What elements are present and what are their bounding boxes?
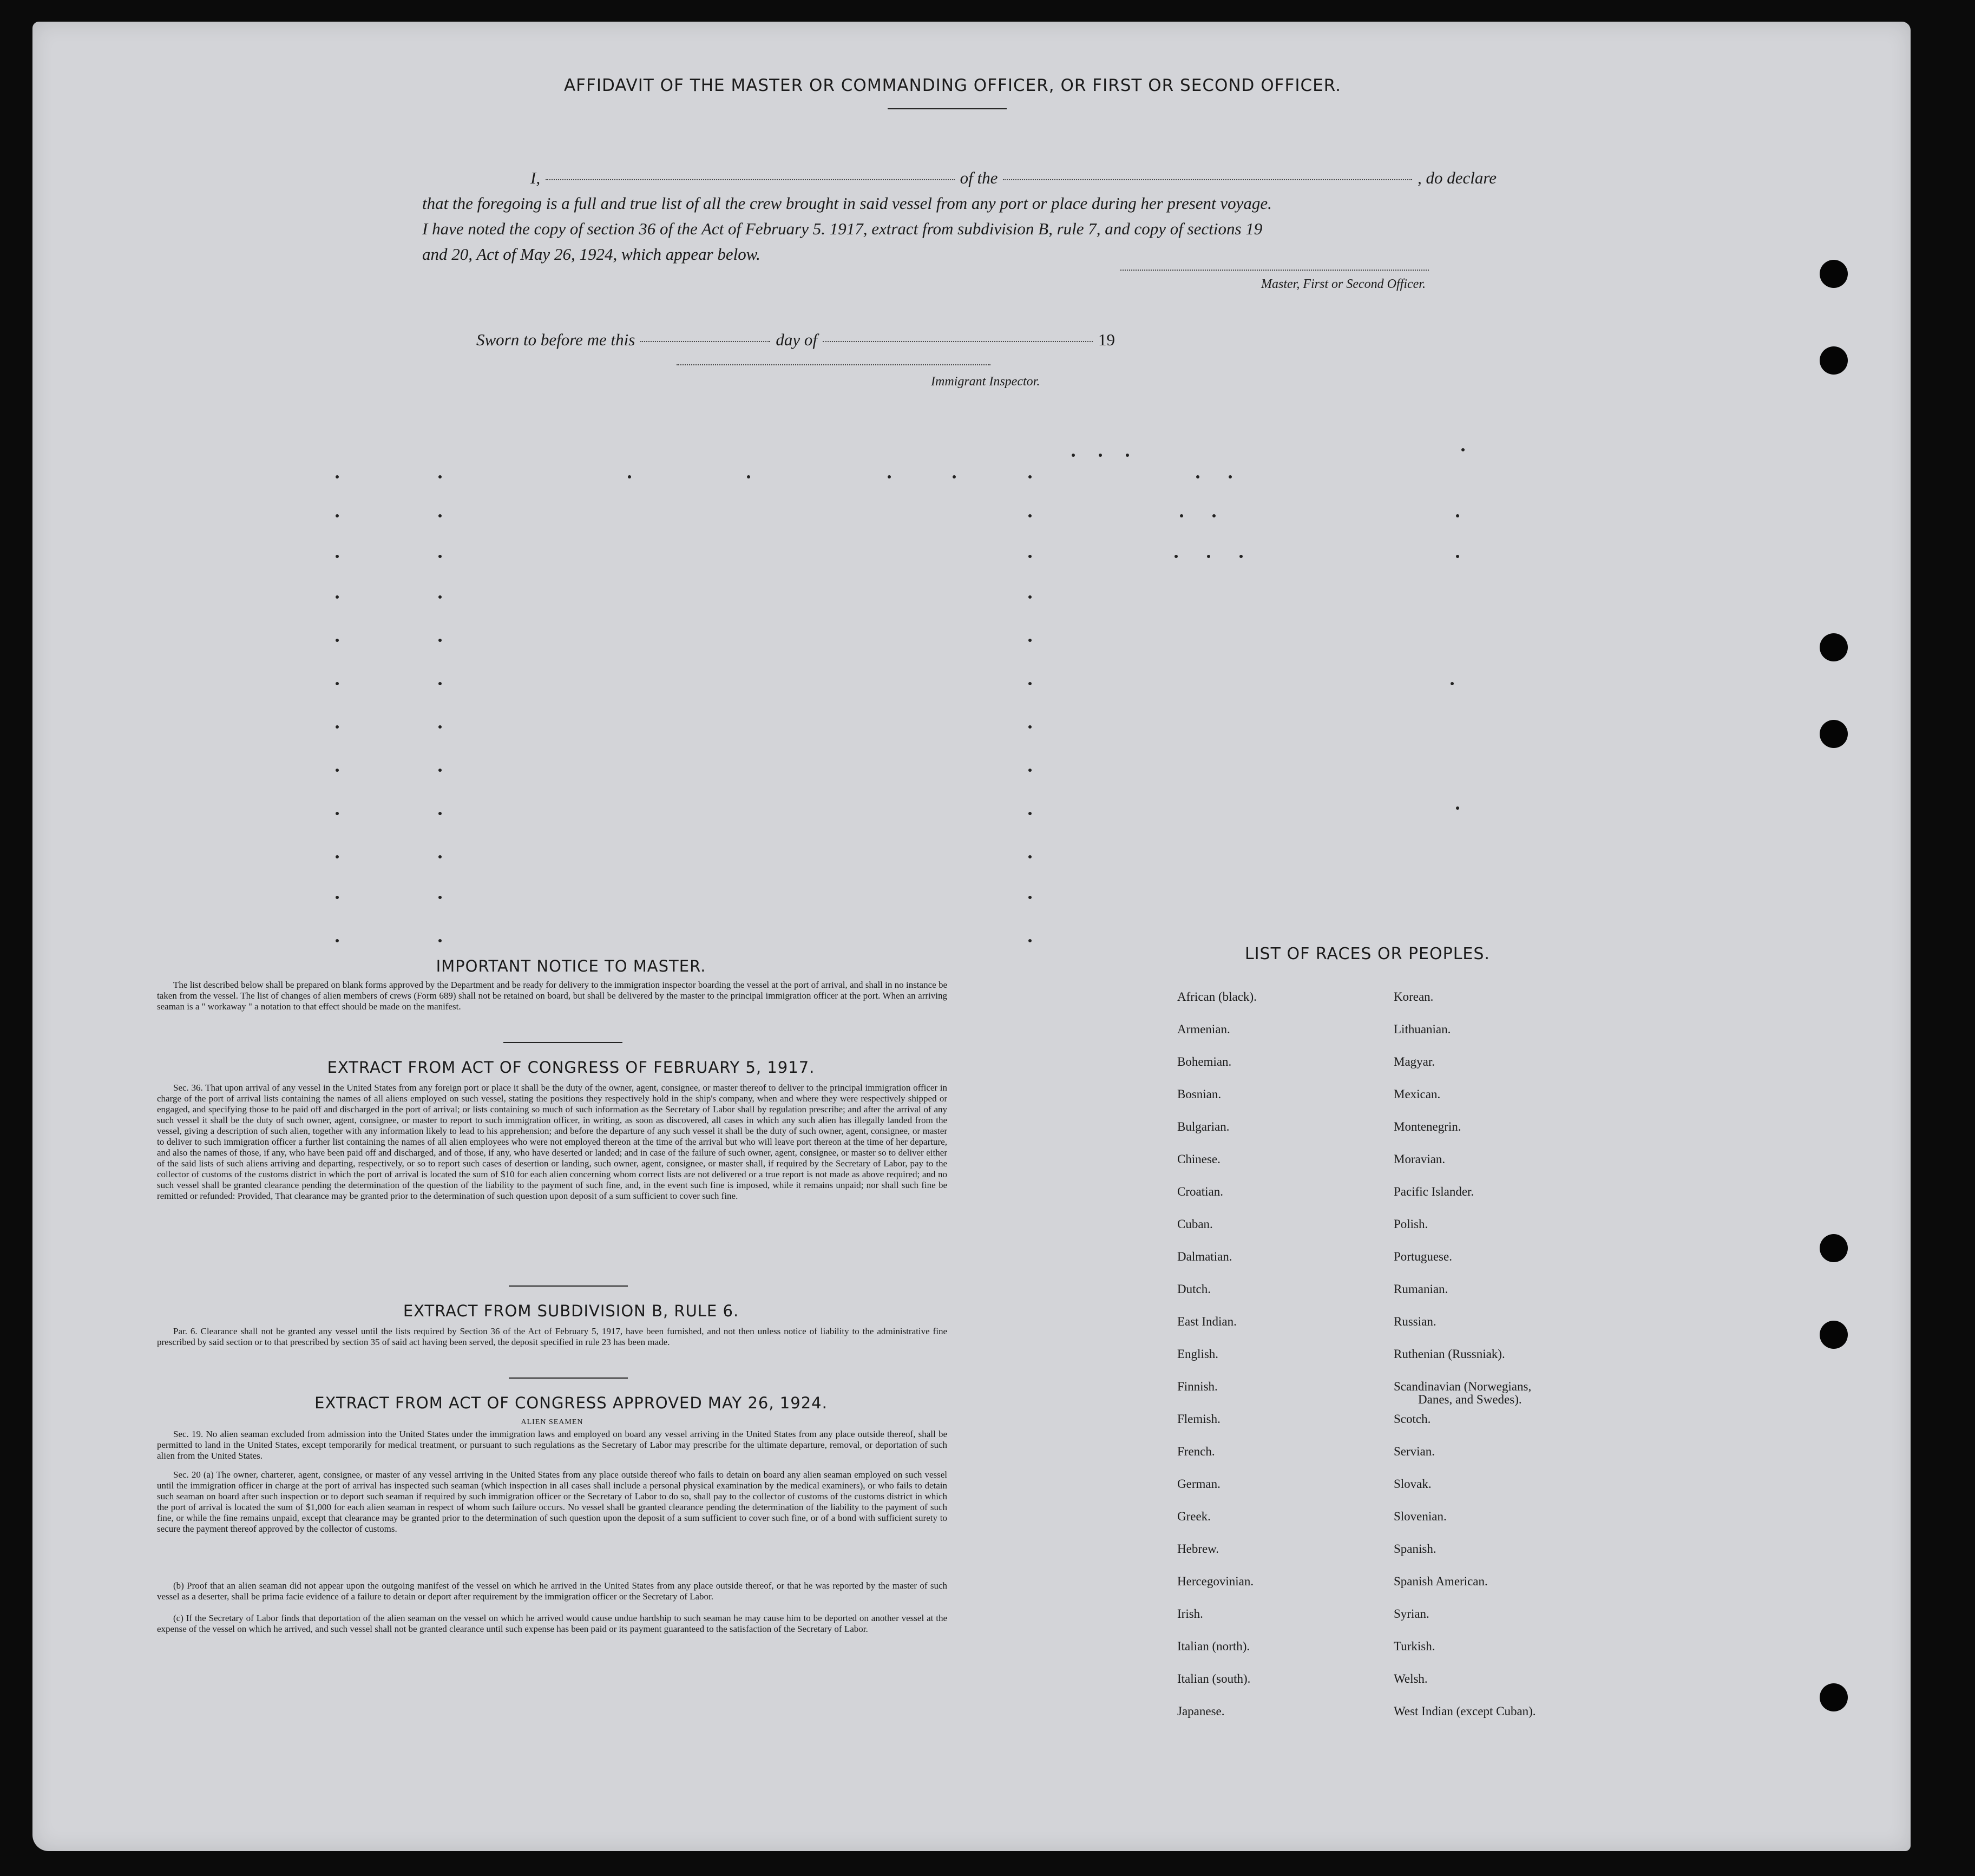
grid-dot bbox=[438, 939, 442, 942]
race-item: Irish. bbox=[1177, 1607, 1203, 1621]
race-item: Bosnian. bbox=[1177, 1087, 1222, 1101]
manifest-page bbox=[32, 22, 1911, 1851]
race-item: Magyar. bbox=[1394, 1055, 1435, 1068]
race-item: French. bbox=[1177, 1445, 1215, 1458]
race-item: Italian (south). bbox=[1177, 1672, 1251, 1685]
races-column-2 bbox=[1394, 989, 1536, 1736]
punch-hole bbox=[1820, 1321, 1848, 1349]
race-item: Portuguese. bbox=[1394, 1250, 1452, 1263]
grid-dot bbox=[336, 514, 339, 517]
declarant-prefix: I, bbox=[530, 168, 541, 187]
grid-dot bbox=[438, 639, 442, 642]
extract-1924-sec20c: (c) If the Secretary of Labor finds that deportation of the alien seaman on the vessel on which he arrived would cause undue hardship to such seaman he may cause him to be deported on another vessel at the expense of the vessel on which he arrived, and such vessel shall not be granted clearance until such expense has been paid or its payment guaranteed to the satisfaction of the Secretary of Labor. bbox=[157, 1613, 947, 1634]
race-item: Italian (north). bbox=[1177, 1639, 1250, 1653]
races-title: LIST OF RACES OR PEOPLES. bbox=[1245, 944, 1490, 963]
race-item-line-cont: Danes, and Swedes). bbox=[1418, 1393, 1522, 1406]
race-item: Turkish. bbox=[1394, 1639, 1435, 1653]
grid-dot bbox=[1028, 812, 1032, 815]
grid-dot bbox=[1461, 448, 1465, 451]
grid-dot bbox=[1180, 514, 1183, 517]
race-item-scandinavian bbox=[1394, 1379, 1536, 1411]
punch-hole bbox=[1820, 720, 1848, 748]
grid-dot bbox=[336, 682, 339, 685]
race-item: Armenian. bbox=[1177, 1022, 1230, 1036]
master-signature-label: Master, First or Second Officer. bbox=[1261, 277, 1426, 291]
races-column-1 bbox=[1177, 989, 1257, 1736]
punch-hole bbox=[1820, 260, 1848, 288]
grid-dot bbox=[1239, 555, 1243, 558]
race-item: Mexican. bbox=[1394, 1087, 1441, 1101]
extract-rule6-title: EXTRACT FROM SUBDIVISION B, RULE 6. bbox=[403, 1302, 739, 1320]
grid-dot bbox=[747, 475, 750, 478]
race-item: Finnish. bbox=[1177, 1380, 1218, 1393]
master-signature-line[interactable] bbox=[1120, 270, 1429, 271]
declaration-line-2: that the foregoing is a full and true list of all the crew brought in said vessel from any port or place during her present voyage. bbox=[422, 194, 1272, 213]
race-item: Syrian. bbox=[1394, 1607, 1429, 1621]
vessel-name-field[interactable] bbox=[1003, 179, 1412, 180]
extract-1917-title: EXTRACT FROM ACT OF CONGRESS OF FEBRUARY 5, 1917. bbox=[327, 1058, 815, 1077]
grid-dot bbox=[1072, 454, 1075, 457]
title-rule bbox=[888, 108, 1007, 109]
punch-hole bbox=[1820, 1234, 1848, 1262]
section-rule bbox=[503, 1042, 622, 1043]
grid-dot bbox=[1174, 555, 1178, 558]
grid-dot bbox=[1028, 769, 1032, 772]
race-item: English. bbox=[1177, 1347, 1219, 1361]
race-item: Dalmatian. bbox=[1177, 1250, 1232, 1263]
race-item: Rumanian. bbox=[1394, 1282, 1448, 1296]
race-item: Bulgarian. bbox=[1177, 1120, 1230, 1133]
grid-dot bbox=[438, 896, 442, 899]
grid-dot bbox=[1028, 595, 1032, 599]
race-item: Croatian. bbox=[1177, 1185, 1223, 1198]
grid-dot bbox=[1196, 475, 1199, 478]
race-item: Greek. bbox=[1177, 1510, 1211, 1523]
grid-dot bbox=[438, 595, 442, 599]
grid-dot bbox=[1207, 555, 1210, 558]
punch-hole bbox=[1820, 1683, 1848, 1711]
grid-dot bbox=[438, 812, 442, 815]
sworn-day-of: day of bbox=[776, 330, 817, 349]
race-item: Flemish. bbox=[1177, 1412, 1221, 1426]
race-item: Bohemian. bbox=[1177, 1055, 1232, 1068]
grid-dot bbox=[1028, 855, 1032, 858]
grid-dot bbox=[1028, 896, 1032, 899]
grid-dot bbox=[628, 475, 631, 478]
grid-dot bbox=[1028, 939, 1032, 942]
extract-1917-body: Sec. 36. That upon arrival of any vessel in the United States from any foreign port or place it shall be the duty of the owner, agent, consignee, or master thereof to deliver to the principal immigration officer in charge of the port of arrival lists containing the names of all aliens employed on such vessel, stating the positions they respectively hold in the ship's company, when and where they were respectively shipped or engaged, and specifying those to be paid off and discharged in the port of arrival; or lists containing so much of such information as the Secretary of Labor shall by regulation prescribe; and after the arrival of any such vessel it shall be the duty of such owner, agent, consignee, or master to report to such immigration officer, in writing, as soon as discovered, all cases in which any such alien has illegally landed from the vessel, giving a description of such alien, together with any information likely to lead to his apprehension; and before the departure of any such vessel it shall be the duty of such owner, agent, consignee, or master to deliver to such immigration officer a further list containing the names of all alien employees who were not employed thereon at the time of the arrival but who will leave port thereon at the time of her departure, and also the names of those, if any, who have been paid off and discharged, and of those, if any, who have deserted or landed; and in case of the failure of such owner, agent, consignee, or master so to deliver either of the said lists of such aliens arriving and departing, respectively, or so to report such cases of desertion or landing, such owner, agent, consignee, or master shall, if required by the Secretary of Labor, pay to the collector of customs of the customs district in which the port of arrival is located the sum of $10 for each alien concerning whom correct lists are not delivered or a true report is not made as above required; and no such vessel shall be granted clearance pending the determination of the question of the liability to the payment of such fine, and, in the event such fine is imposed, while it remains unpaid; nor shall such fine be remitted or refunded: Provided, That clearance may be granted prior to the determination of such question upon deposit of a sum sufficient to cover such fine. bbox=[157, 1083, 947, 1201]
race-item: Slovenian. bbox=[1394, 1510, 1447, 1523]
grid-dot bbox=[336, 896, 339, 899]
grid-dot bbox=[438, 514, 442, 517]
grid-dot bbox=[438, 855, 442, 858]
grid-dot bbox=[438, 725, 442, 729]
declaration-line-3: I have noted the copy of section 36 of the Act of February 5. 1917, extract from subdivision B, rule 7, and copy of sections 19 bbox=[422, 219, 1263, 238]
affidavit-title: AFFIDAVIT OF THE MASTER OR COMMANDING OFFICER, OR FIRST OR SECOND OFFICER. bbox=[563, 76, 1342, 95]
declarant-name-field[interactable] bbox=[546, 179, 955, 180]
grid-dot bbox=[1099, 454, 1102, 457]
grid-dot bbox=[1126, 454, 1129, 457]
grid-dot bbox=[438, 555, 442, 558]
punch-hole bbox=[1820, 346, 1848, 375]
grid-dot bbox=[336, 769, 339, 772]
vessel-prefix: of the bbox=[960, 168, 998, 187]
grid-dot bbox=[336, 812, 339, 815]
grid-dot bbox=[336, 855, 339, 858]
grid-dot bbox=[1229, 475, 1232, 478]
race-item: Welsh. bbox=[1394, 1672, 1428, 1685]
alien-seamen-subhead: ALIEN SEAMEN bbox=[521, 1418, 583, 1426]
grid-dot bbox=[336, 555, 339, 558]
race-item: Hercegovinian. bbox=[1177, 1575, 1254, 1588]
race-item: Russian. bbox=[1394, 1315, 1436, 1328]
race-item: Spanish American. bbox=[1394, 1575, 1488, 1588]
punch-hole bbox=[1820, 633, 1848, 661]
grid-dot bbox=[1456, 555, 1459, 558]
grid-dot bbox=[1028, 682, 1032, 685]
race-item: East Indian. bbox=[1177, 1315, 1237, 1328]
sworn-statement bbox=[476, 330, 1115, 350]
affidavit-declaration bbox=[422, 165, 1497, 267]
sworn-year-prefix: 19 bbox=[1098, 330, 1115, 349]
race-item: Pacific Islander. bbox=[1394, 1185, 1474, 1198]
race-item: Cuban. bbox=[1177, 1217, 1213, 1231]
inspector-signature-line[interactable] bbox=[677, 364, 990, 365]
grid-dot bbox=[1028, 639, 1032, 642]
declaration-line-4: and 20, Act of May 26, 1924, which appear below. bbox=[422, 245, 760, 264]
grid-dot bbox=[1028, 475, 1032, 478]
extract-1924-sec19: Sec. 19. No alien seaman excluded from admission into the United States under the immigration laws and employed on board any vessel arriving in the United States from any place outside thereof, shall be permitted to land in the United States, except temporarily for medical treatment, or pursuant to such regulations as the Secretary of Labor may prescribe for the ultimate departure, removal, or deportation of such alien from the United States. bbox=[157, 1429, 947, 1461]
grid-dot bbox=[1028, 555, 1032, 558]
declare-text: , do declare bbox=[1417, 168, 1497, 187]
race-item: Dutch. bbox=[1177, 1282, 1211, 1296]
grid-dot bbox=[336, 595, 339, 599]
race-item: Japanese. bbox=[1177, 1704, 1225, 1718]
grid-dot bbox=[1456, 806, 1459, 810]
grid-dot bbox=[888, 475, 891, 478]
race-item: Scotch. bbox=[1394, 1412, 1431, 1426]
grid-dot bbox=[953, 475, 956, 478]
race-item: Hebrew. bbox=[1177, 1542, 1219, 1556]
grid-dot bbox=[438, 769, 442, 772]
race-item: African (black). bbox=[1177, 990, 1257, 1003]
sworn-day-field[interactable] bbox=[640, 341, 770, 342]
extract-1924-sec20b: (b) Proof that an alien seaman did not appear upon the outgoing manifest of the vessel on which he arrived in the United States from any place outside thereof, or that he was reported by the master of such vessel as a deserter, shall be prima facie evidence of a failure to detain or deport after requirement by the immigration officer or the Secretary of Labor. bbox=[157, 1580, 947, 1602]
race-item: Spanish. bbox=[1394, 1542, 1436, 1556]
race-item: Lithuanian. bbox=[1394, 1022, 1451, 1036]
grid-dot bbox=[336, 939, 339, 942]
race-item: Chinese. bbox=[1177, 1152, 1221, 1166]
extract-rule6-body: Par. 6. Clearance shall not be granted any vessel until the lists required by Section 36 of the Act of February 5, 1917, have been furnished, and not then unless notice of liability to the administrative fine prescribed by said section or to that prescribed by section 35 of said act having been served, the deposit specified in rule 23 has been made. bbox=[157, 1326, 947, 1347]
race-item: Moravian. bbox=[1394, 1152, 1446, 1166]
grid-dot bbox=[336, 475, 339, 478]
sworn-prefix: Sworn to before me this bbox=[476, 330, 635, 349]
grid-dot bbox=[1451, 682, 1454, 685]
grid-dot bbox=[1028, 514, 1032, 517]
inspector-signature-label: Immigrant Inspector. bbox=[931, 375, 1040, 389]
race-item: German. bbox=[1177, 1477, 1221, 1491]
grid-dot bbox=[336, 639, 339, 642]
declaration-line-1 bbox=[422, 165, 1497, 191]
race-item: West Indian (except Cuban). bbox=[1394, 1704, 1536, 1718]
race-item: Korean. bbox=[1394, 990, 1434, 1003]
race-item: Montenegrin. bbox=[1394, 1120, 1461, 1133]
grid-dot bbox=[336, 725, 339, 729]
grid-dot bbox=[438, 475, 442, 478]
section-rule bbox=[509, 1285, 628, 1287]
race-item-line: Scandinavian (Norwegians, bbox=[1394, 1380, 1532, 1393]
extract-1924-title: EXTRACT FROM ACT OF CONGRESS APPROVED MAY 26, 1924. bbox=[314, 1394, 828, 1412]
grid-dot bbox=[438, 682, 442, 685]
race-item: Polish. bbox=[1394, 1217, 1428, 1231]
grid-dot bbox=[1456, 514, 1459, 517]
notice-body: The list described below shall be prepared on blank forms approved by the Department and be ready for delivery to the immigration inspector boarding the vessel at the port of arrival, and shall in no instance be taken from the vessel. The list of changes of alien members of crews (Form 689) shall not be retained on board, but shall be delivered by the master to the principal immigration officer at the port. When an arriving seaman is a " workaway " a notation to that effect should be made on the manifest. bbox=[157, 980, 947, 1012]
grid-dot bbox=[1028, 725, 1032, 729]
extract-1924-sec20a: Sec. 20 (a) The owner, charterer, agent, consignee, or master of any vessel arriving in the United States from any place outside thereof who fails to detain on board any alien seaman employed on such vessel until the immigration officer in charge at the port of arrival has inspected such seaman (which inspection in all cases shall include a personal physical examination by the medical examiners), or who fails to detain such seaman on board after such inspection or to deport such seaman if required by such immigration officer or the Secretary of Labor to do so, shall pay to the collector of customs of the customs district in which the port of arrival is located the sum of $1,000 for each alien seaman in respect of whom such failure occurs. No vessel shall be granted clearance pending the determination of the liability to the payment of such fine, or while the fine remains unpaid, except that clearance may be granted prior to the determination of such question upon the deposit of a sum sufficient to cover such fine, or of a bond with sufficient surety to secure the payment thereof approved by the collector of customs. bbox=[157, 1470, 947, 1534]
notice-title: IMPORTANT NOTICE TO MASTER. bbox=[436, 957, 706, 975]
race-item: Slovak. bbox=[1394, 1477, 1432, 1491]
sworn-month-field[interactable] bbox=[823, 341, 1093, 342]
section-rule bbox=[509, 1378, 628, 1379]
race-item: Servian. bbox=[1394, 1445, 1435, 1458]
grid-dot bbox=[1212, 514, 1216, 517]
race-item: Ruthenian (Russniak). bbox=[1394, 1347, 1505, 1361]
